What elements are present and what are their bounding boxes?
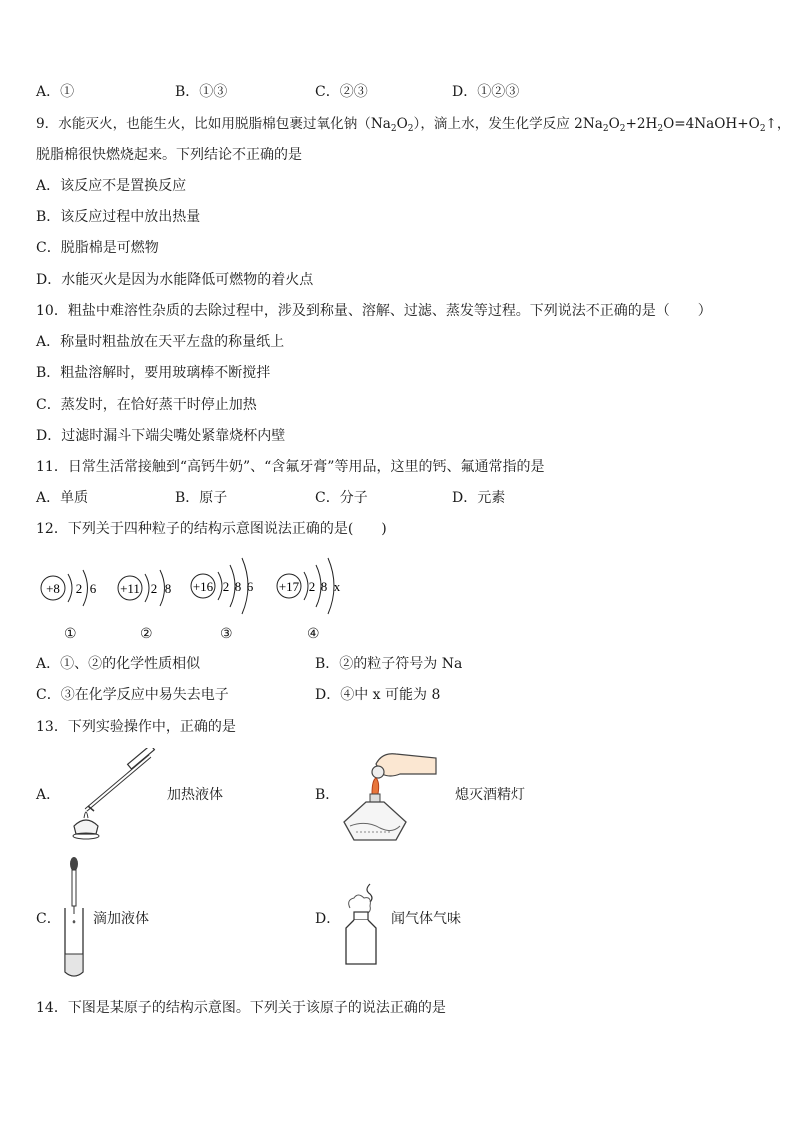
atom-3-shell-3: 6 [246,579,254,594]
electron-shell-arc [68,574,72,602]
smell-gas-illustration [340,880,388,972]
q11-option-a: A．单质 [36,490,89,506]
q10-option-a: A．称量时粗盐放在天平左盘的称量纸上 [36,334,285,350]
q8-option-a: A．① [36,84,75,100]
q13-option-c-caption: 滴加液体 [93,911,149,927]
atom-1-label: ① [64,626,77,642]
q11-option-c: C．分子 [315,490,368,506]
atom-1-shell-1: 2 [75,581,83,596]
atom-3-shell-1: 2 [222,579,230,594]
extinguish-alcohol-lamp-illustration [336,744,446,850]
atom-3-shell-2: 8 [234,579,242,594]
electron-shell-arc [218,572,222,600]
q9-stem-line2: 脱脂棉很快燃烧起来。下列结论不正确的是 [36,147,302,163]
q11-option-d: D．元素 [452,490,506,506]
q12-option-c: C．③在化学反应中易失去电子 [36,687,229,703]
atom-4-nucleus: +17 [278,579,300,594]
q14-stem: 14．下图是某原子的结构示意图。下列关于该原子的说法正确的是 [36,1000,446,1016]
q13-option-a-caption: 加热液体 [167,787,223,803]
q13-option-a-letter: A． [36,787,61,803]
electron-shell-arc [304,572,308,600]
atom-2-nucleus: +11 [120,581,140,596]
atom-diagram-1 [38,556,108,624]
atom-3-label: ③ [220,626,233,642]
q8-option-d: D．①②③ [452,84,520,100]
q11-stem: 11．日常生活常接触到“高钙牛奶”、“含氟牙膏”等用品，这里的钙、氟通常指的是 [36,459,545,475]
atom-4-shell-3: x [333,579,341,594]
q11-option-b: B．原子 [175,490,228,506]
atom-4-label: ④ [307,626,320,642]
dropper-test-tube-illustration [62,856,88,986]
q10-option-d: D．过滤时漏斗下端尖嘴处紧靠烧杯内壁 [36,428,286,444]
q9-option-b: B．该反应过程中放出热量 [36,209,201,225]
q12-option-b: B．②的粒子符号为 Na [315,656,463,672]
q10-option-b: B．粗盐溶解时，要用玻璃棒不断搅拌 [36,365,271,381]
atom-4-shell-2: 8 [320,579,328,594]
atom-3-nucleus: +16 [192,579,214,594]
q10-option-c: C．蒸发时，在恰好蒸干时停止加热 [36,397,257,413]
q12-stem: 12．下列关于四种粒子的结构示意图说法正确的是( ) [36,521,387,537]
q8-option-c: C．②③ [315,84,368,100]
atom-4-shell-1: 2 [308,579,316,594]
q10-stem: 10．粗盐中难溶性杂质的去除过程中，涉及到称量、溶解、过滤、蒸发等过程。下列说法不正确的是（ ） [36,303,712,319]
electron-shell-arc [145,574,149,602]
q9-option-c: C．脱脂棉是可燃物 [36,240,159,256]
q8-option-b: B．①③ [175,84,228,100]
atom-2-shell-1: 2 [150,581,158,596]
atom-1-nucleus: +8 [46,581,60,596]
q9-option-d: D．水能灭火是因为水能降低可燃物的着火点 [36,272,314,288]
q13-stem: 13．下列实验操作中，正确的是 [36,719,236,735]
q13-option-d-caption: 闻气体气味 [391,911,461,927]
q9-option-a: A．该反应不是置换反应 [36,178,187,194]
q9-stem-line1: 9．水能灭火，也能生火，比如用脱脂棉包裹过氧化钠$(Na_2O_2)$，滴上水，发生化学反应 $2Na_2O_2+2H_2O=4NaOH+O_2↑$， [36,116,791,134]
q13-option-d-letter: D． [315,911,341,927]
q13-option-b-letter: B． [315,787,340,803]
q12-option-d: D．④中 x 可能为 8 [315,687,441,703]
electron-shell-arc [83,570,88,606]
atom-2-label: ② [140,626,153,642]
heating-liquid-illustration [66,748,166,844]
q13-option-c-letter: C． [36,911,61,927]
atom-diagram-2 [114,556,184,624]
q13-option-b-caption: 熄灭酒精灯 [455,787,525,803]
atom-diagram-4 [272,550,352,630]
q12-option-a: A．①、②的化学性质相似 [36,656,201,672]
atom-diagram-3 [186,550,266,630]
atom-1-shell-2: 6 [89,581,97,596]
atom-2-shell-2: 8 [164,581,172,596]
